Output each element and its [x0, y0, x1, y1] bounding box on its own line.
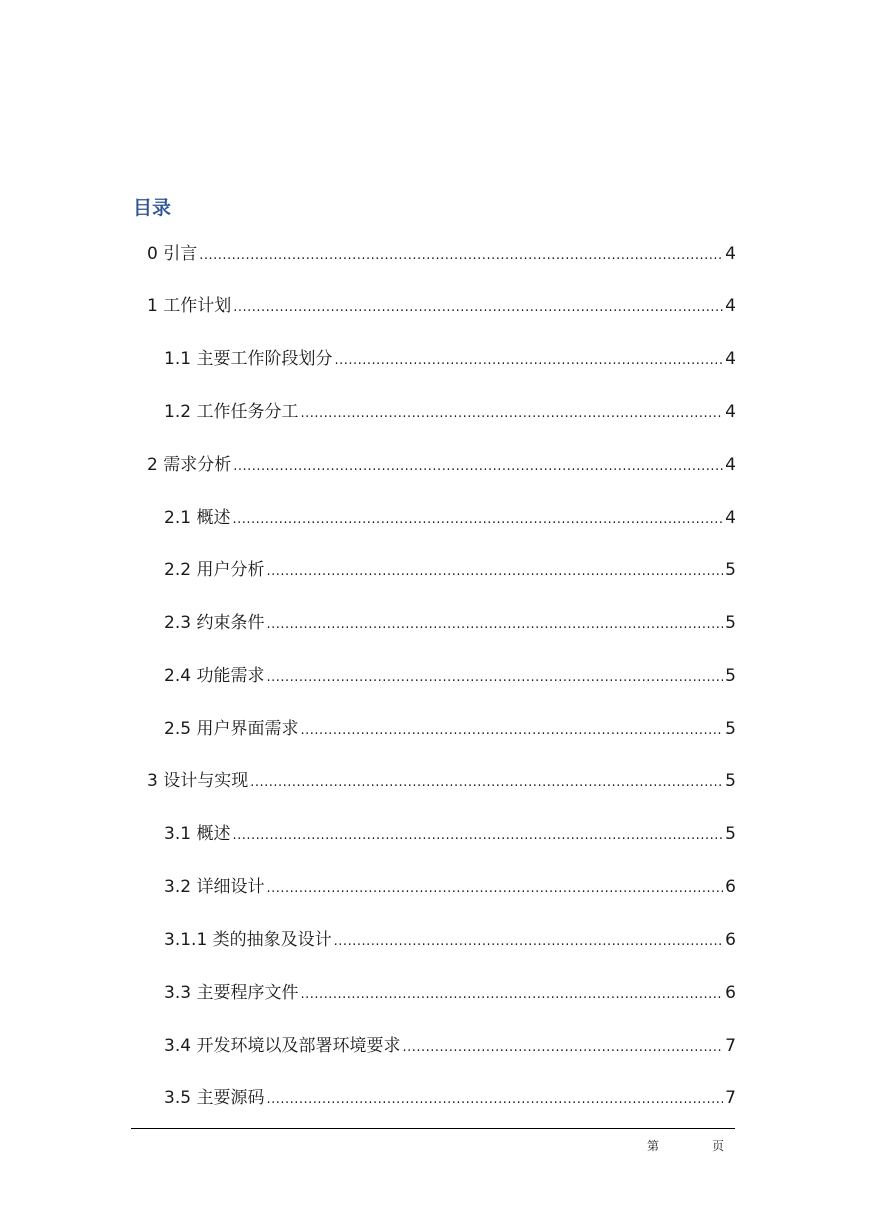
toc-dot-leader [250, 772, 723, 794]
toc-entry-page: 5 [725, 666, 736, 686]
toc-dot-leader [266, 878, 723, 900]
toc-entry-page: 5 [725, 613, 736, 633]
toc-entry-label: 3.3 主要程序文件 [164, 983, 299, 1003]
toc-entry[interactable] [164, 401, 736, 423]
toc-entry[interactable] [164, 982, 736, 1004]
toc-entry-label: 3 设计与实现 [147, 771, 249, 791]
footer-divider [131, 1128, 735, 1129]
toc-entry[interactable] [164, 876, 736, 898]
toc-dot-leader [266, 561, 723, 583]
toc-dot-leader [300, 720, 723, 742]
toc-entry-page: 7 [725, 1088, 736, 1108]
toc-dot-leader [402, 1037, 723, 1059]
toc-entry-label: 2.3 约束条件 [164, 613, 265, 633]
toc-entry[interactable] [164, 823, 736, 845]
toc-entry-page: 5 [725, 824, 736, 844]
toc-dot-leader [300, 984, 723, 1006]
toc-dot-leader [266, 1089, 723, 1111]
toc-entry[interactable] [164, 1087, 736, 1109]
toc-dot-leader [199, 245, 723, 267]
toc-entry-label: 3.1 概述 [164, 824, 231, 844]
toc-entry-page: 4 [725, 349, 736, 369]
toc-entry-page: 7 [725, 1036, 736, 1056]
toc-entry-page: 4 [725, 508, 736, 528]
toc-entry-page: 6 [725, 930, 736, 950]
toc-entry[interactable] [147, 243, 736, 265]
toc-entry-label: 3.2 详细设计 [164, 877, 265, 897]
toc-entry-page: 4 [725, 296, 736, 316]
toc-dot-leader [266, 614, 723, 636]
toc-entry-page: 4 [725, 244, 736, 264]
toc-entry-label: 0 引言 [147, 244, 198, 264]
toc-dot-leader [232, 509, 723, 531]
toc-entry-label: 1.2 工作任务分工 [164, 402, 299, 422]
toc-entry-page: 4 [725, 402, 736, 422]
toc-entry-label: 3.5 主要源码 [164, 1088, 265, 1108]
toc-dot-leader [334, 350, 723, 372]
toc-heading: 目录 [133, 197, 172, 219]
toc-dot-leader [334, 931, 724, 953]
toc-entry-label: 1 工作计划 [147, 296, 232, 316]
toc-entry-page: 6 [725, 983, 736, 1003]
footer-page-suffix: 页 [712, 1139, 725, 1153]
toc-entry-label: 3.1.1 类的抽象及设计 [164, 930, 332, 950]
toc-entry-page: 5 [725, 560, 736, 580]
toc-entry[interactable] [164, 612, 736, 634]
toc-entry[interactable] [164, 929, 736, 951]
toc-dot-leader [233, 456, 723, 478]
toc-entry[interactable] [164, 1035, 736, 1057]
toc-entry-label: 1.1 主要工作阶段划分 [164, 349, 333, 369]
footer-page-prefix: 第 [647, 1139, 660, 1153]
toc-dot-leader [266, 667, 723, 689]
toc-entry-label: 2.2 用户分析 [164, 560, 265, 580]
toc-entry-label: 3.4 开发环境以及部署环境要求 [164, 1036, 401, 1056]
toc-entry[interactable] [164, 718, 736, 740]
toc-entry[interactable] [164, 348, 736, 370]
toc-dot-leader [233, 297, 723, 319]
toc-entry-page: 5 [725, 719, 736, 739]
toc-entry-page: 5 [725, 771, 736, 791]
toc-entry-page: 4 [725, 455, 736, 475]
toc-entry-label: 2 需求分析 [147, 455, 232, 475]
toc-dot-leader [300, 403, 723, 425]
toc-entry[interactable] [164, 507, 736, 529]
toc-entry[interactable] [147, 770, 736, 792]
toc-entry[interactable] [164, 559, 736, 581]
toc-entry-label: 2.4 功能需求 [164, 666, 265, 686]
toc-entry-label: 2.1 概述 [164, 508, 231, 528]
toc-entry[interactable] [164, 665, 736, 687]
toc-dot-leader [232, 825, 723, 847]
toc-entry[interactable] [147, 454, 736, 476]
toc-entry-page: 6 [725, 877, 736, 897]
toc-entry-label: 2.5 用户界面需求 [164, 719, 299, 739]
toc-entry[interactable] [147, 295, 736, 317]
